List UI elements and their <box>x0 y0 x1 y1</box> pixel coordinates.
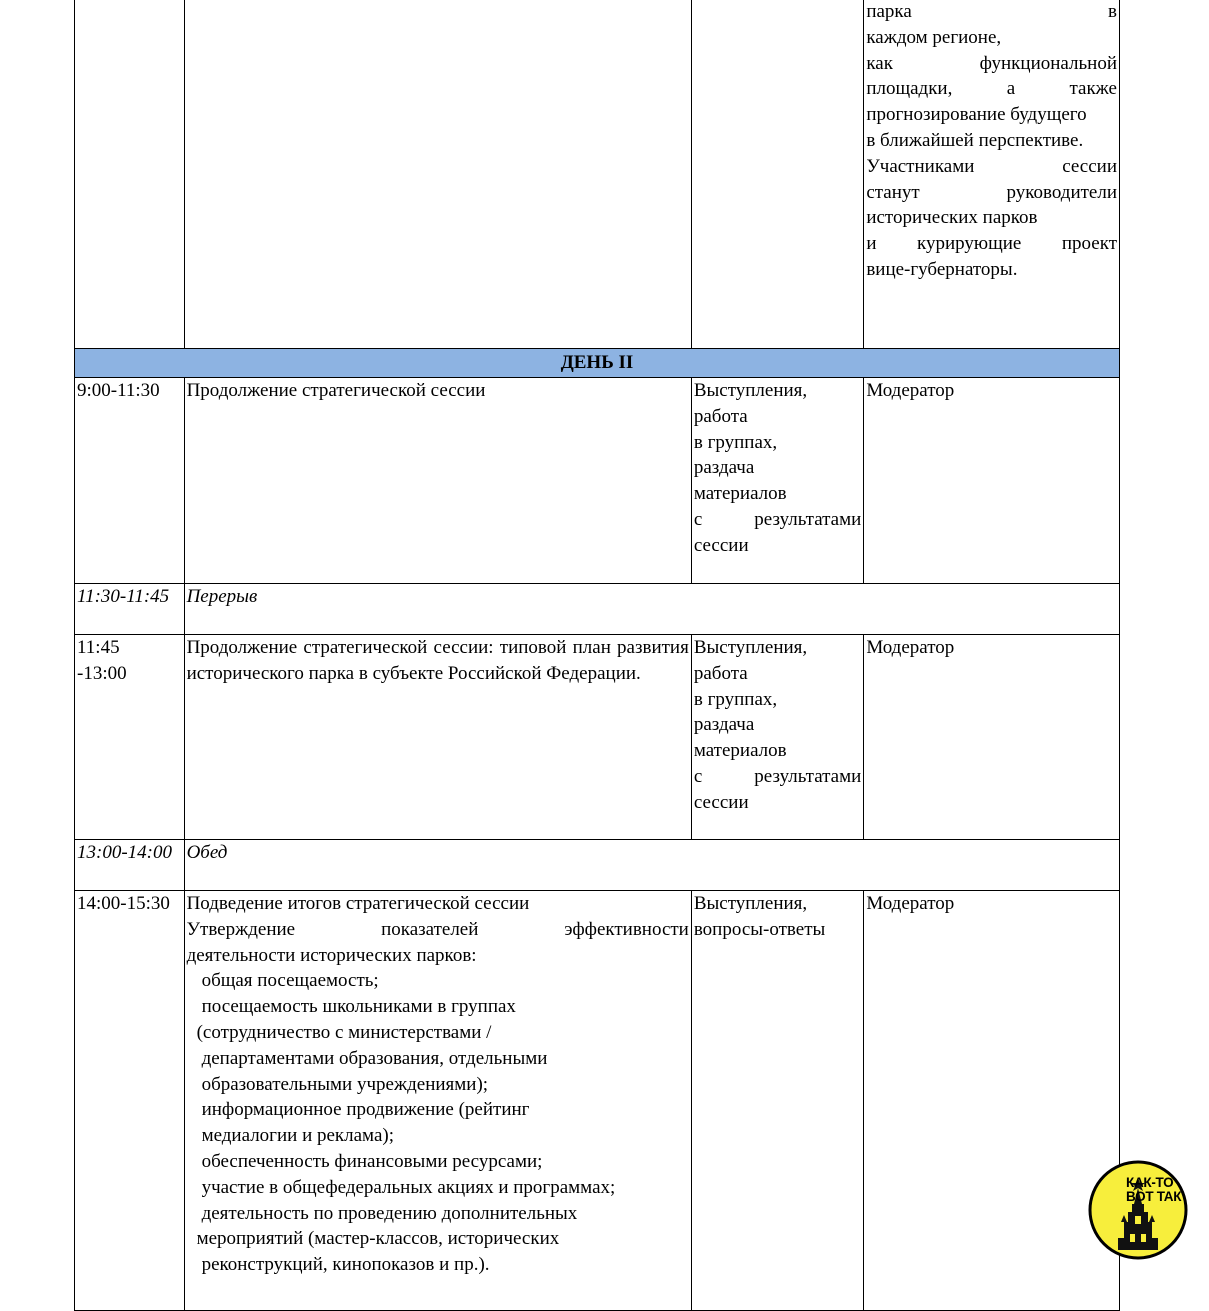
lunch-label: Обед <box>184 840 1119 891</box>
day-header: ДЕНЬ II <box>75 349 1120 378</box>
time-line: 14:00-15:30 <box>77 893 170 914</box>
kpi-item: медиалогии и реклама); <box>201 1125 394 1147</box>
description-line: вице-губернаторы. <box>866 258 1018 280</box>
kpi-item: реконструкций, кинопоказов и пр.). <box>201 1254 490 1276</box>
format-cell <box>691 378 863 584</box>
format-line: материалов <box>693 740 787 762</box>
kpi-item: информационное продвижение (рейтинг <box>201 1099 530 1121</box>
kpi-item: мероприятий (мастер-классов, исторических <box>196 1228 560 1250</box>
break-time: 11:30-11:45 <box>75 584 185 635</box>
kpi-item: (сотрудничество с министерствами / <box>196 1021 492 1043</box>
kpi-intro-rest: деятельности исторических парков: <box>186 944 477 966</box>
format-line: раздача <box>693 457 755 479</box>
description-line: прогнозирование будущего <box>866 104 1087 126</box>
format-line: с результатами <box>693 508 862 530</box>
break-row <box>75 584 1120 635</box>
description-line: каждом регионе, <box>866 26 1002 48</box>
description-line: парка в <box>866 1 1117 22</box>
format-cell <box>691 0 863 349</box>
description-line: как функциональной <box>866 52 1117 74</box>
description-cell <box>864 0 1120 349</box>
program-table <box>74 0 1120 1311</box>
format-cell <box>691 635 863 840</box>
format-line: с результатами <box>693 765 862 787</box>
time-cell <box>75 0 185 349</box>
logo-line1: КАК-ТО <box>1126 1175 1174 1190</box>
time-line: 11:45 <box>77 637 120 658</box>
description-line: станут руководители <box>866 181 1117 203</box>
title-cell: Продолжение стратегической сессии <box>184 378 691 584</box>
format-line: вопросы-ответы <box>693 918 826 940</box>
table-row <box>75 635 1120 840</box>
break-label: Перерыв <box>184 584 1119 635</box>
kpi-item: деятельность по проведению дополнительных <box>201 1202 578 1224</box>
lunch-time: 13:00-14:00 <box>75 840 185 891</box>
table-row <box>75 378 1120 584</box>
logo-line2: ВОТ ТАК <box>1126 1189 1182 1204</box>
format-line: Выступления, <box>693 380 808 401</box>
kpi-intro: Утверждение показателей эффективности <box>186 918 689 940</box>
kpi-item: департаментами образования, отдельными <box>201 1047 548 1069</box>
format-line: раздача <box>693 714 755 736</box>
time-line: 9:00-11:30 <box>77 380 160 401</box>
format-line: Выступления, <box>693 637 808 658</box>
time-cell <box>75 891 185 1311</box>
format-line: работа <box>693 405 748 427</box>
format-cell <box>691 891 863 1311</box>
format-line: в группах, <box>693 431 778 453</box>
description-line: площадки, а также <box>866 78 1117 100</box>
format-line: сессии <box>693 791 749 813</box>
time-cell <box>75 378 185 584</box>
format-line: работа <box>693 662 748 684</box>
session-title: Подведение итогов стратегической сессии <box>186 893 530 914</box>
format-line: в группах, <box>693 688 778 710</box>
description-line: и курирующие проект <box>866 233 1117 255</box>
table-row <box>75 0 1120 349</box>
title-cell: Продолжение стратегической сессии: типовой план развития исторического парка в субъекте Российской Федерации. <box>184 635 691 840</box>
kpi-item: образовательными учреждениями); <box>201 1073 489 1095</box>
description-line: в ближайшей перспективе. <box>866 129 1084 151</box>
description-line: исторических парков <box>866 207 1038 229</box>
description-line: Участниками сессии <box>866 155 1117 177</box>
format-line: Выступления, <box>693 893 808 914</box>
time-line: -13:00 <box>77 662 127 684</box>
title-cell <box>184 0 691 349</box>
lunch-row <box>75 840 1120 891</box>
format-line: сессии <box>693 534 749 556</box>
time-cell <box>75 635 185 840</box>
lead-cell: Модератор <box>864 378 1120 584</box>
kpi-item: посещаемость школьниками в группах <box>201 996 516 1018</box>
kpi-item: участие в общефедеральных акциях и программах; <box>201 1176 616 1198</box>
table-row <box>75 891 1120 1311</box>
lead-cell: Модератор <box>864 635 1120 840</box>
format-line: материалов <box>693 483 787 505</box>
kpi-list <box>187 968 689 1278</box>
title-cell <box>184 891 691 1311</box>
kpi-item: обеспеченность финансовыми ресурсами; <box>201 1150 543 1172</box>
kpi-item: общая посещаемость; <box>201 970 379 992</box>
day-header-row <box>75 349 1120 378</box>
lead-cell: Модератор <box>864 891 1120 1311</box>
